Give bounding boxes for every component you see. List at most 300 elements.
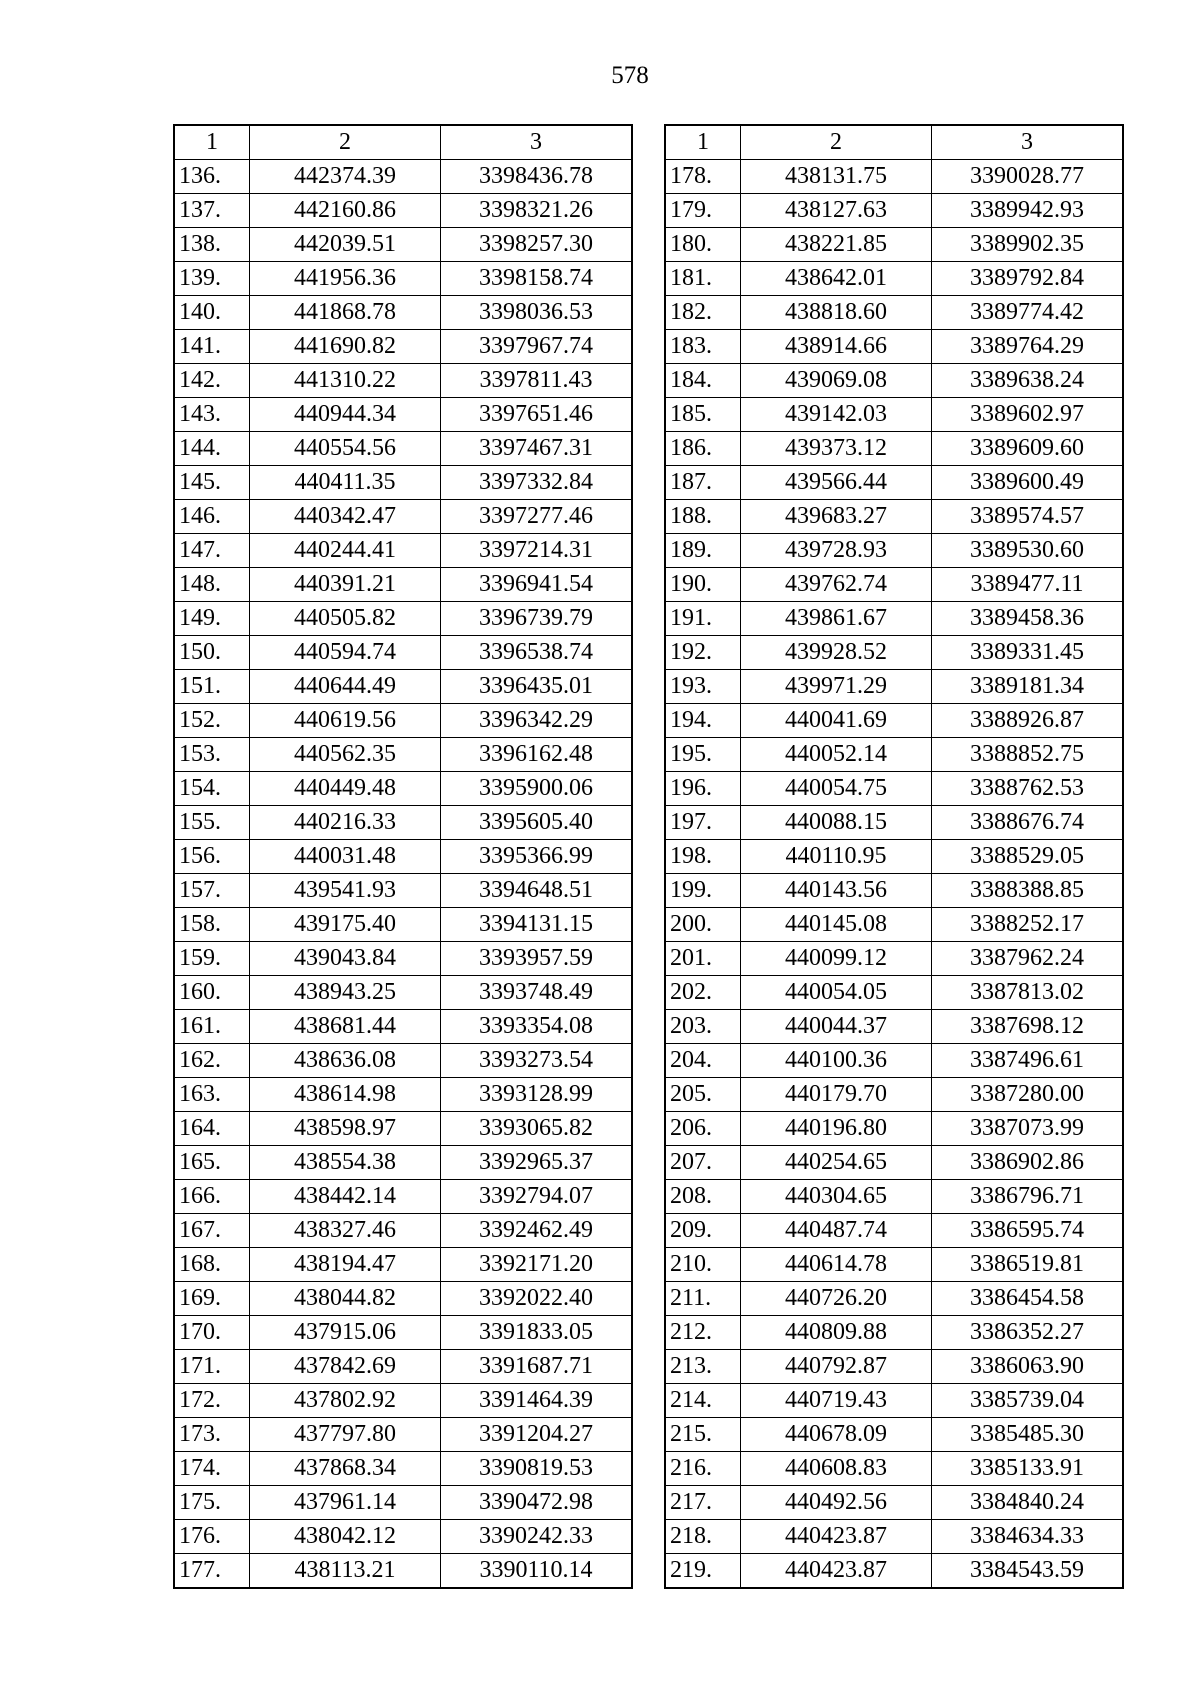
coordinate-x: 439971.29 bbox=[741, 670, 932, 704]
coordinate-x: 440244.41 bbox=[250, 534, 441, 568]
coordinate-x: 438598.97 bbox=[250, 1112, 441, 1146]
point-number: 205. bbox=[665, 1078, 741, 1112]
page-number: 578 bbox=[611, 62, 649, 89]
coordinate-x: 440216.33 bbox=[250, 806, 441, 840]
coordinate-x: 439541.93 bbox=[250, 874, 441, 908]
coordinate-y: 3386796.71 bbox=[932, 1180, 1124, 1214]
coordinate-y: 3392965.37 bbox=[441, 1146, 633, 1180]
coordinate-x: 440608.83 bbox=[741, 1452, 932, 1486]
point-number: 194. bbox=[665, 704, 741, 738]
table-header-row bbox=[174, 125, 632, 160]
point-number: 137. bbox=[174, 194, 250, 228]
table-row bbox=[665, 432, 1123, 466]
table-row bbox=[665, 1180, 1123, 1214]
point-number: 217. bbox=[665, 1486, 741, 1520]
coordinate-x: 440054.05 bbox=[741, 976, 932, 1010]
coordinate-y: 3398321.26 bbox=[441, 194, 633, 228]
coordinate-x: 439928.52 bbox=[741, 636, 932, 670]
point-number: 166. bbox=[174, 1180, 250, 1214]
point-number: 161. bbox=[174, 1010, 250, 1044]
coordinate-x: 440041.69 bbox=[741, 704, 932, 738]
table-row bbox=[174, 364, 632, 398]
coordinate-y: 3388529.05 bbox=[932, 840, 1124, 874]
coordinate-x: 437842.69 bbox=[250, 1350, 441, 1384]
coordinate-x: 437868.34 bbox=[250, 1452, 441, 1486]
point-number: 146. bbox=[174, 500, 250, 534]
table-row bbox=[174, 1554, 632, 1589]
table-row bbox=[665, 466, 1123, 500]
table-row bbox=[174, 908, 632, 942]
coordinate-y: 3394131.15 bbox=[441, 908, 633, 942]
coordinate-x: 438221.85 bbox=[741, 228, 932, 262]
coordinate-y: 3389181.34 bbox=[932, 670, 1124, 704]
coordinate-x: 440726.20 bbox=[741, 1282, 932, 1316]
coordinate-y: 3396739.79 bbox=[441, 602, 633, 636]
table-row bbox=[665, 364, 1123, 398]
coordinate-x: 440342.47 bbox=[250, 500, 441, 534]
point-number: 181. bbox=[665, 262, 741, 296]
coordinate-y: 3390472.98 bbox=[441, 1486, 633, 1520]
coordinate-y: 3388926.87 bbox=[932, 704, 1124, 738]
point-number: 148. bbox=[174, 568, 250, 602]
coordinate-x: 440196.80 bbox=[741, 1112, 932, 1146]
table-row bbox=[665, 874, 1123, 908]
coordinate-y: 3389477.11 bbox=[932, 568, 1124, 602]
coordinate-x: 440562.35 bbox=[250, 738, 441, 772]
coordinate-x: 440044.37 bbox=[741, 1010, 932, 1044]
table-row bbox=[665, 942, 1123, 976]
table-row bbox=[665, 704, 1123, 738]
table-row bbox=[174, 1180, 632, 1214]
coordinate-x: 440411.35 bbox=[250, 466, 441, 500]
table-row bbox=[665, 1010, 1123, 1044]
point-number: 218. bbox=[665, 1520, 741, 1554]
coordinate-y: 3394648.51 bbox=[441, 874, 633, 908]
coordinate-x: 440031.48 bbox=[250, 840, 441, 874]
coordinate-x: 441868.78 bbox=[250, 296, 441, 330]
coordinate-x: 439566.44 bbox=[741, 466, 932, 500]
coordinate-y: 3384634.33 bbox=[932, 1520, 1124, 1554]
coordinate-x: 441310.22 bbox=[250, 364, 441, 398]
point-number: 175. bbox=[174, 1486, 250, 1520]
table-row bbox=[174, 1316, 632, 1350]
coordinate-x: 442039.51 bbox=[250, 228, 441, 262]
point-number: 207. bbox=[665, 1146, 741, 1180]
coordinate-y: 3396538.74 bbox=[441, 636, 633, 670]
coordinate-y: 3390110.14 bbox=[441, 1554, 633, 1589]
coordinate-x: 438554.38 bbox=[250, 1146, 441, 1180]
coordinate-x: 437797.80 bbox=[250, 1418, 441, 1452]
coordinate-y: 3389602.97 bbox=[932, 398, 1124, 432]
point-number: 165. bbox=[174, 1146, 250, 1180]
table-row bbox=[665, 976, 1123, 1010]
table-row bbox=[174, 262, 632, 296]
coordinate-x: 439175.40 bbox=[250, 908, 441, 942]
coordinate-y: 3387813.02 bbox=[932, 976, 1124, 1010]
coordinate-x: 438914.66 bbox=[741, 330, 932, 364]
point-number: 199. bbox=[665, 874, 741, 908]
table-row bbox=[174, 1248, 632, 1282]
coordinate-y: 3391204.27 bbox=[441, 1418, 633, 1452]
coordinate-x: 440487.74 bbox=[741, 1214, 932, 1248]
coordinate-x: 440449.48 bbox=[250, 772, 441, 806]
coordinate-x: 438042.12 bbox=[250, 1520, 441, 1554]
coordinate-y: 3392794.07 bbox=[441, 1180, 633, 1214]
table-row bbox=[174, 772, 632, 806]
coordinate-y: 3397332.84 bbox=[441, 466, 633, 500]
coordinate-x: 440391.21 bbox=[250, 568, 441, 602]
coordinate-x: 441690.82 bbox=[250, 330, 441, 364]
table-row bbox=[174, 874, 632, 908]
point-number: 168. bbox=[174, 1248, 250, 1282]
point-number: 219. bbox=[665, 1554, 741, 1589]
point-number: 211. bbox=[665, 1282, 741, 1316]
point-number: 202. bbox=[665, 976, 741, 1010]
table-row bbox=[174, 500, 632, 534]
coordinate-y: 3396342.29 bbox=[441, 704, 633, 738]
table-row bbox=[174, 296, 632, 330]
coordinate-y: 3388762.53 bbox=[932, 772, 1124, 806]
coordinate-y: 3386595.74 bbox=[932, 1214, 1124, 1248]
column-header: 2 bbox=[741, 125, 932, 160]
coordinate-x: 440254.65 bbox=[741, 1146, 932, 1180]
table-row bbox=[665, 772, 1123, 806]
coordinate-x: 438636.08 bbox=[250, 1044, 441, 1078]
table-row bbox=[665, 1282, 1123, 1316]
coordinate-y: 3389902.35 bbox=[932, 228, 1124, 262]
coordinate-y: 3393065.82 bbox=[441, 1112, 633, 1146]
point-number: 139. bbox=[174, 262, 250, 296]
coordinate-y: 3390028.77 bbox=[932, 160, 1124, 194]
coordinate-y: 3393354.08 bbox=[441, 1010, 633, 1044]
point-number: 163. bbox=[174, 1078, 250, 1112]
coordinate-x: 440644.49 bbox=[250, 670, 441, 704]
point-number: 180. bbox=[665, 228, 741, 262]
coordinate-y: 3395366.99 bbox=[441, 840, 633, 874]
coordinate-x: 438614.98 bbox=[250, 1078, 441, 1112]
point-number: 152. bbox=[174, 704, 250, 738]
table-row bbox=[174, 1418, 632, 1452]
coordinate-y: 3393957.59 bbox=[441, 942, 633, 976]
point-number: 179. bbox=[665, 194, 741, 228]
coordinate-y: 3387962.24 bbox=[932, 942, 1124, 976]
point-number: 145. bbox=[174, 466, 250, 500]
coordinate-x: 439069.08 bbox=[741, 364, 932, 398]
coordinate-x: 439373.12 bbox=[741, 432, 932, 466]
table-row bbox=[665, 738, 1123, 772]
point-number: 151. bbox=[174, 670, 250, 704]
coordinate-x: 438127.63 bbox=[741, 194, 932, 228]
point-number: 200. bbox=[665, 908, 741, 942]
coordinate-y: 3388388.85 bbox=[932, 874, 1124, 908]
table-row bbox=[174, 976, 632, 1010]
point-number: 178. bbox=[665, 160, 741, 194]
coordinate-y: 3391833.05 bbox=[441, 1316, 633, 1350]
table-row bbox=[665, 568, 1123, 602]
table-row bbox=[174, 1044, 632, 1078]
coordinate-y: 3387698.12 bbox=[932, 1010, 1124, 1044]
coordinate-x: 438044.82 bbox=[250, 1282, 441, 1316]
coordinate-y: 3389774.42 bbox=[932, 296, 1124, 330]
point-number: 190. bbox=[665, 568, 741, 602]
coordinate-y: 3390242.33 bbox=[441, 1520, 633, 1554]
table-row bbox=[174, 1520, 632, 1554]
point-number: 150. bbox=[174, 636, 250, 670]
coordinate-y: 3398158.74 bbox=[441, 262, 633, 296]
table-row bbox=[665, 1384, 1123, 1418]
coordinate-x: 440792.87 bbox=[741, 1350, 932, 1384]
table-header-row bbox=[665, 125, 1123, 160]
table-row bbox=[174, 1010, 632, 1044]
column-header: 1 bbox=[665, 125, 741, 160]
point-number: 182. bbox=[665, 296, 741, 330]
table-row bbox=[665, 500, 1123, 534]
table-row bbox=[174, 1078, 632, 1112]
point-number: 172. bbox=[174, 1384, 250, 1418]
coordinate-y: 3392022.40 bbox=[441, 1282, 633, 1316]
table-row bbox=[665, 1452, 1123, 1486]
point-number: 214. bbox=[665, 1384, 741, 1418]
table-row bbox=[174, 1146, 632, 1180]
point-number: 176. bbox=[174, 1520, 250, 1554]
table-row bbox=[665, 1554, 1123, 1589]
table-row bbox=[665, 1214, 1123, 1248]
coordinate-x: 438681.44 bbox=[250, 1010, 441, 1044]
point-number: 212. bbox=[665, 1316, 741, 1350]
coordinate-y: 3389764.29 bbox=[932, 330, 1124, 364]
coordinate-x: 440052.14 bbox=[741, 738, 932, 772]
point-number: 141. bbox=[174, 330, 250, 364]
point-number: 160. bbox=[174, 976, 250, 1010]
point-number: 144. bbox=[174, 432, 250, 466]
table-row bbox=[174, 636, 632, 670]
table-row bbox=[665, 1078, 1123, 1112]
point-number: 136. bbox=[174, 160, 250, 194]
coordinate-x: 440554.56 bbox=[250, 432, 441, 466]
point-number: 140. bbox=[174, 296, 250, 330]
coordinates-table-right bbox=[664, 124, 1124, 1589]
coordinate-y: 3397467.31 bbox=[441, 432, 633, 466]
table-row bbox=[665, 228, 1123, 262]
table-row bbox=[665, 840, 1123, 874]
coordinate-y: 3392462.49 bbox=[441, 1214, 633, 1248]
coordinate-y: 3395900.06 bbox=[441, 772, 633, 806]
point-number: 204. bbox=[665, 1044, 741, 1078]
coordinate-x: 438818.60 bbox=[741, 296, 932, 330]
table-row bbox=[665, 1350, 1123, 1384]
coordinate-x: 439683.27 bbox=[741, 500, 932, 534]
coordinate-x: 440088.15 bbox=[741, 806, 932, 840]
coordinate-y: 3389609.60 bbox=[932, 432, 1124, 466]
coordinate-x: 437802.92 bbox=[250, 1384, 441, 1418]
point-number: 143. bbox=[174, 398, 250, 432]
table-row bbox=[174, 1112, 632, 1146]
point-number: 147. bbox=[174, 534, 250, 568]
point-number: 192. bbox=[665, 636, 741, 670]
coordinate-x: 440099.12 bbox=[741, 942, 932, 976]
point-number: 171. bbox=[174, 1350, 250, 1384]
coordinate-x: 440054.75 bbox=[741, 772, 932, 806]
point-number: 184. bbox=[665, 364, 741, 398]
table-row bbox=[174, 1350, 632, 1384]
point-number: 186. bbox=[665, 432, 741, 466]
table-row bbox=[174, 1486, 632, 1520]
coordinate-y: 3388676.74 bbox=[932, 806, 1124, 840]
point-number: 213. bbox=[665, 1350, 741, 1384]
coordinate-y: 3385133.91 bbox=[932, 1452, 1124, 1486]
coordinate-y: 3389792.84 bbox=[932, 262, 1124, 296]
table-row bbox=[665, 1486, 1123, 1520]
coordinate-y: 3387280.00 bbox=[932, 1078, 1124, 1112]
coordinate-y: 3397967.74 bbox=[441, 330, 633, 364]
coordinate-y: 3388252.17 bbox=[932, 908, 1124, 942]
table-row bbox=[665, 1112, 1123, 1146]
coordinate-x: 438113.21 bbox=[250, 1554, 441, 1589]
coordinate-x: 438131.75 bbox=[741, 160, 932, 194]
coordinate-x: 440619.56 bbox=[250, 704, 441, 738]
table-row bbox=[174, 1282, 632, 1316]
table-row bbox=[174, 228, 632, 262]
point-number: 156. bbox=[174, 840, 250, 874]
point-number: 170. bbox=[174, 1316, 250, 1350]
coordinate-y: 3397277.46 bbox=[441, 500, 633, 534]
coordinate-y: 3393748.49 bbox=[441, 976, 633, 1010]
coordinate-x: 440100.36 bbox=[741, 1044, 932, 1078]
point-number: 215. bbox=[665, 1418, 741, 1452]
coordinate-y: 3398257.30 bbox=[441, 228, 633, 262]
coordinate-x: 440719.43 bbox=[741, 1384, 932, 1418]
coordinate-y: 3389458.36 bbox=[932, 602, 1124, 636]
table-row bbox=[174, 704, 632, 738]
coordinate-x: 437915.06 bbox=[250, 1316, 441, 1350]
coordinate-y: 3384840.24 bbox=[932, 1486, 1124, 1520]
coordinate-y: 3385485.30 bbox=[932, 1418, 1124, 1452]
coordinate-y: 3397651.46 bbox=[441, 398, 633, 432]
coordinate-y: 3393273.54 bbox=[441, 1044, 633, 1078]
coordinate-y: 3396435.01 bbox=[441, 670, 633, 704]
table-row bbox=[174, 194, 632, 228]
point-number: 198. bbox=[665, 840, 741, 874]
coordinate-x: 440179.70 bbox=[741, 1078, 932, 1112]
point-number: 197. bbox=[665, 806, 741, 840]
table-row bbox=[665, 194, 1123, 228]
table-row bbox=[665, 636, 1123, 670]
column-header: 3 bbox=[441, 125, 633, 160]
coordinate-x: 438943.25 bbox=[250, 976, 441, 1010]
coordinate-x: 440505.82 bbox=[250, 602, 441, 636]
table-row bbox=[174, 738, 632, 772]
coordinate-x: 441956.36 bbox=[250, 262, 441, 296]
point-number: 155. bbox=[174, 806, 250, 840]
point-number: 177. bbox=[174, 1554, 250, 1589]
point-number: 158. bbox=[174, 908, 250, 942]
coordinate-y: 3386519.81 bbox=[932, 1248, 1124, 1282]
coordinate-y: 3397811.43 bbox=[441, 364, 633, 398]
coordinate-y: 3389574.57 bbox=[932, 500, 1124, 534]
table-row bbox=[665, 398, 1123, 432]
point-number: 206. bbox=[665, 1112, 741, 1146]
table-row bbox=[174, 942, 632, 976]
table-row bbox=[665, 1316, 1123, 1350]
point-number: 196. bbox=[665, 772, 741, 806]
table-row bbox=[665, 1044, 1123, 1078]
point-number: 173. bbox=[174, 1418, 250, 1452]
table-row bbox=[665, 1146, 1123, 1180]
table-row bbox=[174, 1384, 632, 1418]
coordinate-x: 438194.47 bbox=[250, 1248, 441, 1282]
coordinate-x: 442160.86 bbox=[250, 194, 441, 228]
coordinate-y: 3392171.20 bbox=[441, 1248, 633, 1282]
point-number: 164. bbox=[174, 1112, 250, 1146]
point-number: 167. bbox=[174, 1214, 250, 1248]
coordinate-x: 440678.09 bbox=[741, 1418, 932, 1452]
coordinate-x: 439762.74 bbox=[741, 568, 932, 602]
table-row bbox=[665, 534, 1123, 568]
coordinate-y: 3386352.27 bbox=[932, 1316, 1124, 1350]
table-row bbox=[665, 670, 1123, 704]
coordinate-y: 3391464.39 bbox=[441, 1384, 633, 1418]
table-row bbox=[665, 908, 1123, 942]
coordinate-x: 438327.46 bbox=[250, 1214, 441, 1248]
table-row bbox=[665, 160, 1123, 194]
coordinate-y: 3398436.78 bbox=[441, 160, 633, 194]
point-number: 208. bbox=[665, 1180, 741, 1214]
coordinate-y: 3398036.53 bbox=[441, 296, 633, 330]
table-row bbox=[174, 840, 632, 874]
coordinate-x: 439728.93 bbox=[741, 534, 932, 568]
coordinate-y: 3386454.58 bbox=[932, 1282, 1124, 1316]
point-number: 195. bbox=[665, 738, 741, 772]
coordinate-x: 437961.14 bbox=[250, 1486, 441, 1520]
point-number: 138. bbox=[174, 228, 250, 262]
table-row bbox=[174, 568, 632, 602]
table-row bbox=[174, 398, 632, 432]
coordinates-table-left bbox=[173, 124, 633, 1589]
table-row bbox=[665, 296, 1123, 330]
coordinate-x: 440944.34 bbox=[250, 398, 441, 432]
coordinate-y: 3389600.49 bbox=[932, 466, 1124, 500]
coordinate-y: 3386063.90 bbox=[932, 1350, 1124, 1384]
point-number: 201. bbox=[665, 942, 741, 976]
point-number: 183. bbox=[665, 330, 741, 364]
coordinate-x: 440423.87 bbox=[741, 1520, 932, 1554]
coordinate-x: 439043.84 bbox=[250, 942, 441, 976]
table-row bbox=[174, 602, 632, 636]
point-number: 142. bbox=[174, 364, 250, 398]
coordinate-y: 3389638.24 bbox=[932, 364, 1124, 398]
point-number: 154. bbox=[174, 772, 250, 806]
coordinate-x: 440594.74 bbox=[250, 636, 441, 670]
point-number: 209. bbox=[665, 1214, 741, 1248]
table-row bbox=[665, 602, 1123, 636]
point-number: 203. bbox=[665, 1010, 741, 1044]
table-row bbox=[174, 806, 632, 840]
table-row bbox=[665, 1418, 1123, 1452]
table-row bbox=[174, 330, 632, 364]
point-number: 153. bbox=[174, 738, 250, 772]
coordinate-y: 3396941.54 bbox=[441, 568, 633, 602]
coordinate-y: 3384543.59 bbox=[932, 1554, 1124, 1589]
column-header: 3 bbox=[932, 125, 1124, 160]
coordinate-x: 442374.39 bbox=[250, 160, 441, 194]
table-row bbox=[174, 1214, 632, 1248]
point-number: 174. bbox=[174, 1452, 250, 1486]
coordinate-y: 3389942.93 bbox=[932, 194, 1124, 228]
coordinate-x: 438442.14 bbox=[250, 1180, 441, 1214]
coordinate-x: 440492.56 bbox=[741, 1486, 932, 1520]
coordinate-x: 440809.88 bbox=[741, 1316, 932, 1350]
point-number: 157. bbox=[174, 874, 250, 908]
